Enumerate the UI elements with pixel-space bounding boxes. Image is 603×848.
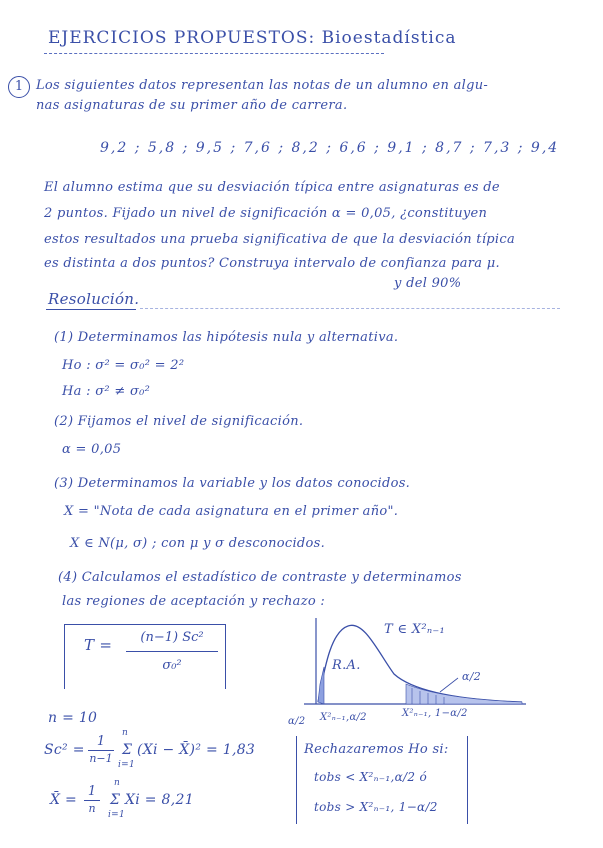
chart-dist-label: T ∈ X²ₙ₋₁: [384, 622, 446, 637]
question-line-4: es distinta a dos puntos? Construya intervalo de confianza para μ.: [44, 256, 500, 271]
sc2-sum-top: n: [122, 728, 129, 738]
xbar-coef-bar: [84, 800, 100, 801]
question-line-5: y del 90%: [394, 276, 462, 291]
resolution-underline: [46, 309, 136, 310]
step-4-line: las regiones de aceptación y rechazo :: [62, 594, 326, 609]
right-rejection-area: [406, 684, 522, 704]
alpha-value: α = 0,05: [62, 442, 122, 457]
xbar-sum-top: n: [114, 778, 121, 788]
xbar-body: Σ Xi = 8,21: [110, 792, 194, 808]
statistic-denominator: σ₀²: [162, 658, 182, 673]
exercise-number: 1: [8, 76, 30, 98]
resolution-heading: Resolución.: [48, 290, 140, 308]
alpha-pointer: [440, 678, 458, 692]
step-1-label: (1) Determinamos las hipótesis nula y alternativa.: [54, 330, 399, 345]
distribution-statement: X ∈ N(μ, σ) ; con μ y σ desconocidos.: [70, 536, 326, 551]
reject-condition-1: tobs < X²ₙ₋₁,α/2 ó: [314, 770, 427, 784]
step-2-label: (2) Fijamos el nivel de significación.: [54, 414, 304, 429]
xbar-lhs: X̄ =: [50, 792, 78, 808]
sc2-coef-bar: [88, 750, 114, 751]
statement-line-2: nas asignaturas de su primer año de carrera.: [36, 98, 348, 113]
sc2-body: Σ (Xi − X̄)² = 1,83: [122, 742, 256, 758]
alt-hypothesis: Ha : σ² ≠ σ₀²: [62, 384, 151, 399]
statistic-numerator: (n−1) Sc²: [140, 630, 204, 645]
question-line-2: 2 puntos. Fijado un nivel de significación α = 0,05, ¿constituyen: [44, 206, 488, 221]
page-title: EJERCICIOS PROPUESTOS: Bioestadística: [48, 28, 457, 48]
xbar-coef-num: 1: [87, 784, 97, 799]
grades-data: 9,2 ; 5,8 ; 9,5 ; 7,6 ; 8,2 ; 6,6 ; 9,1 ; 8,7 ; 7,3 ; 9,4: [100, 140, 560, 156]
variable-definition: X = "Nota de cada asignatura en el primer año".: [64, 504, 399, 519]
sc2-coef-den: n−1: [89, 752, 113, 765]
chart-right-quantile: X²ₙ₋₁, 1−α/2: [402, 708, 468, 719]
statistic-fraction-bar: [126, 651, 218, 652]
step-4-label: (4) Calculamos el estadístico de contraste y determinamos: [58, 570, 462, 585]
statistic-lhs: T =: [84, 636, 113, 654]
statement-line-1: Los siguientes datos representan las notas de un alumno en algu-: [36, 78, 489, 93]
question-line-1: El alumno estima que su desviación típica entre asignaturas es de: [44, 180, 500, 195]
chart-left-quantile: X²ₙ₋₁,α/2: [320, 712, 367, 723]
left-rejection-area: [318, 667, 324, 704]
xbar-sum-bottom: i=1: [108, 810, 126, 820]
chart-region-label: R.A.: [332, 658, 361, 673]
null-hypothesis: Ho : σ² = σ₀² = 2²: [62, 358, 185, 373]
sc2-coef-num: 1: [96, 734, 106, 749]
sc2-lhs: Sc² =: [44, 742, 85, 758]
dashed-separator: [140, 308, 560, 309]
chart-left-alpha: α/2: [288, 716, 306, 727]
reject-heading: Rechazaremos Ho si:: [304, 742, 449, 757]
xbar-coef-den: n: [88, 802, 96, 815]
sample-size: n = 10: [48, 710, 98, 726]
step-3-label: (3) Determinamos la variable y los datos conocidos.: [54, 476, 411, 491]
question-line-3: estos resultados una prueba significativa de que la desviación típica: [44, 232, 515, 247]
sc2-sum-bottom: i=1: [118, 760, 136, 770]
title-underline: [44, 53, 384, 54]
reject-condition-2: tobs > X²ₙ₋₁, 1−α/2: [314, 800, 438, 814]
chart-alpha-label: α/2: [462, 670, 482, 683]
